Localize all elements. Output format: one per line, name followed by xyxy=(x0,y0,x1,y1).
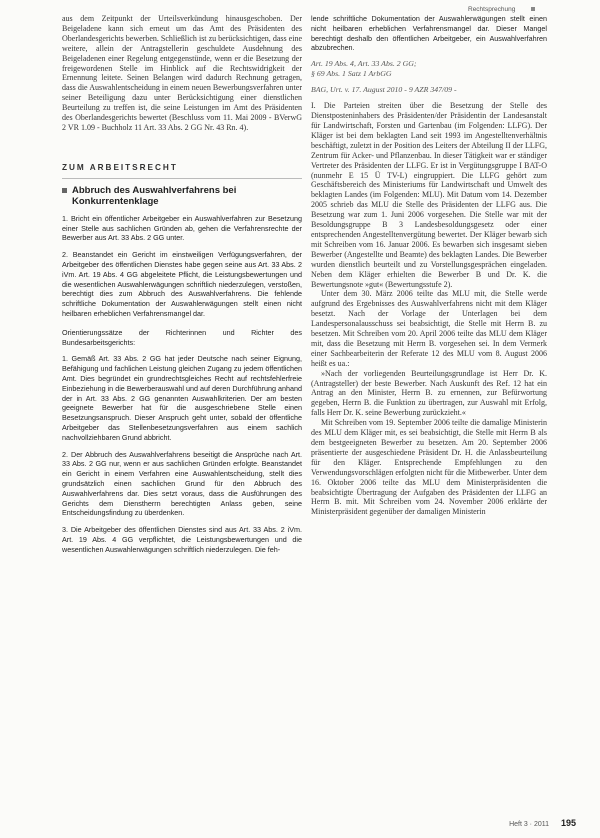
orientation-3: 3. Die Arbeitgeber des öffentlichen Dienstes sind aus Art. 33 Abs. 2 iVm. Art. 19 Abs. 4 GG verpflichtet, die Leistungsbewertungen und die wesentlichen Auswahlerwägungen schriftlich niederzulegen. Die feh- xyxy=(62,525,302,554)
leitsatz-2: 2. Beanstandet ein Gericht im einstweiligen Verfügungsverfahren, der Arbeitgeber des öffentlichen Dienstes habe gegen seine aus Art. 33 Abs. 2 iVm. Art. 19 Abs. 4 GG abgeleitete Pflicht, die Leistungsbewertungen und die wesentlichen Auswahlerwägungen schriftlich niederzulegen, verstoßen, berechtigt dies zum Abbruch des Auswahlverfahrens. Die fehlende schriftliche Dokumentation der Auswahlerwägungen stellt einen nicht heilbaren erheblichen Verfahrensmangel dar. xyxy=(62,250,302,319)
citation-norms-2: § 69 Abs. 1 Satz 1 ArbGG xyxy=(311,69,392,79)
issue-label: Heft 3 · 2011 xyxy=(509,821,550,828)
left-top-paragraph: aus dem Zeitpunkt der Urteilsverkündung hinausgeschoben. Der Beigeladene kann sich erneut um das Amt des Präsidenten des Oberlandesgerichts bewerben. Schließlich ist zu berücksichtigen, dass eine weitere, allein der Antragstellerin geschuldete Ausdehnung des Beigeladenen einer Regelung entgegenstünde, wenn er die Besetzung der freigewordenen Stelle im Hinblick auf die Rechtswidrigkeit der Ernennung leitete. Seinen Belangen wird dadurch Rechnung getragen, dass die Auswahlentscheidung in einem neuen Bewerbungsverfahren unter seiner Beteiligung dazu unter Berücksichtigung einer dienstlichen Beurteilung zu treffen ist, die seine Leistungen im Amt des Präsidenten des Oberlandesgerichts bewertet (Beschluss vom 11. Mai 2009 - BVerwG 2 VR 1.09 - Buchholz 11 Art. 33 Abs. 2 GG Nr. 43 Rn. 4). xyxy=(62,14,302,132)
section-heading: ZUM ARBEITSRECHT xyxy=(62,162,178,172)
left-column xyxy=(62,14,302,555)
header-label: Rechtsprechung xyxy=(468,6,516,13)
leitsatz-1: 1. Bricht ein öffentlicher Arbeitgeber ein Auswahlverfahren zur Besetzung einer Stelle aus sachlichen Gründen ab, gehen die Verfahrensrechte der Bewerber aus Art. 33 Abs. 2 GG unter. xyxy=(62,213,302,243)
orientation-1: 1. Gemäß Art. 33 Abs. 2 GG hat jeder Deutsche nach seiner Eignung, Befähigung und fachlichen Leistung gleichen Zugang zu jedem öffentlichen Amt. Dies begründet ein grundrechtsgleiches Recht auf rechtsfehlerfreie Einbeziehung in die Bewerberauswahl und auf deren Durchführung anhand der in Art. 33 Abs. 2 GG genannten Auswahlkriterien. Der am besten geeignete Bewerber hat für die ausgeschriebene Stelle einen Besetzungsanspruch. Dieser Anspruch geht unter, sobald der öffentliche Arbeitgeber das Stellenbesetzungsverfahren aus einem sachlich nachvollziehbaren Grund abbricht. xyxy=(62,354,302,442)
body-paragraph-3: Mit Schreiben vom 19. September 2006 teilte die damalige Ministerin des MLU dem Kläger mit, es sei beabsichtigt, die Stelle mit Herrn B als dem bestgeeigneten Bewerber zu besetzen. Am 20. September 2006 präsentierte der ausgeschiedene Präsident Dr. H. die Anlassbeurteilung für den Kläger. Entsprechende Empfehlungen zu den Verwendungsvorschlägen erfolgten nicht für die Mitbewerber. Unter dem 16. Oktober 2006 teilte das MLU dem Ministerpräsidenten die beabsichtigte Übertragung der Aufgaben des Präsidenten der LLFG an Herrn B. mit. Mit Schreiben vom 24. November 2006 erklärte der Ministerpräsident gegenüber der damaligen Ministerin xyxy=(311,418,547,517)
quote-paragraph: »Nach der vorliegenden Beurteilungsgrundlage ist Herr Dr. K. (Antragsteller) der beste Bewerber. Nach Auskunft des Ref. 12 hat ein Antrag an den Minister, Herrn B. zu ernennen, zur Befürwortung gegeben, Herrn B. die Funktion zu übertragen, zur Auswahl mit Erfolg, falls Herr Dr. K. seine Bewerbung zurückzieht.« xyxy=(311,368,547,418)
citation-norms-1: Art. 19 Abs. 4, Art. 33 Abs. 2 GG; xyxy=(311,59,417,69)
citation-judgment: BAG, Urt. v. 17. August 2010 - 9 AZR 347/09 - xyxy=(311,85,457,95)
body-paragraph-2: Unter dem 30. März 2006 teilte das MLU mit, die Stelle werde aufgrund des Ergebnisses des Auswahlverfahrens nicht mit dem Kläger besetzt. Nach der Vorlage der Unterlagen bei dem Landespersonalausschuss sei beabsichtigt, die Stelle mit Herrn B. zu besetzen. Mit Schreiben vom 20. April 2006 teilte das MLU dem Kläger mit, dass die Besetzung mit Herrn B. vorgesehen sei. In dem Vermerk einer Sachbearbeiterin der Referate 12 des MLU vom 8. August 2006 heißt es ua.: xyxy=(311,289,547,368)
section-divider xyxy=(62,178,302,179)
page-number: 195 xyxy=(560,818,576,828)
header-square-icon xyxy=(531,7,535,11)
article-title xyxy=(62,185,302,207)
article-title-text: Abbruch des Auswahlverfahrens bei Konkurrentenklage xyxy=(72,184,237,207)
orientation-2: 2. Der Abbruch des Auswahlverfahrens beseitigt die Ansprüche nach Art. 33 Abs. 2 GG nur, wenn er aus sachlichen Gründen erfolgte. Beanstandet ein Gericht in einem Verfahren eine Auswahlentscheidung, stellt dies grundsätzlich einen sachlichen Grund für den Abbruch des Auswahlverfahrens dar. Dies setzt voraus, dass die Ausführungen des Gerichts dem Dienstherrn berechtigten Anlass geben, seine Entscheidungsfindung zu überdenken. xyxy=(62,449,302,518)
orientation-heading: Orientierungssätze der Richterinnen und Richter des Bundesarbeitsgerichts: xyxy=(62,327,302,347)
title-bullet-icon xyxy=(62,188,67,193)
right-top-paragraph: lende schriftliche Dokumentation der Auswahlerwägungen stellt einen nicht heilbaren erheblichen Verfahrensmangel dar. Dieser Mangel berechtigt deshalb den öffentlichen Arbeitgeber, ein Auswahlverfahren abzubrechen. xyxy=(311,14,547,53)
body-paragraph-1: I. Die Parteien streiten über die Besetzung der Stelle des Dienstposteninhabers des Präsidenten/der Präsidentin der Landesanstalt für Landwirtschaft, Forsten und Gartenbau (im Folgenden: LLFG). Der Kläger ist bei dem beklagten Land seit 1993 im Angestelltenverhältnis beschäftigt, zuletzt in der Position des Leiters der Abteilung II der LLFG, Zentrum für Acker- und Pflanzenbau. In dieser Tätigkeit war er ständiger Vertreter des Präsidenten der LLFG. Er ist in Vergütungsgruppe I BAT-O (nunmehr E 15 Ü TV-L) eingruppiert. Die LLFG gehört zum Geschäftsbereich des Ministeriums für Landwirtschaft und Umwelt des beklagten Landes (im Folgenden: MLU). Mit Datum vom 14. Dezember 2005 schrieb das MLU die Stelle des Präsidenten der LLFG aus. Die Besetzung war zum 1. Juni 2006 vorgesehen. Die Stelle war mit der Besoldungsgruppe B 3 Landesbesoldungsgesetz oder einer entsprechenden Angestelltenvergütung bewertet. Der Kläger bewarb sich mit Schreiben vom 16. Januar 2006. Es bewarben sich insgesamt sieben Bewerber (Angestellte und Beamte) des beklagten Landes. Die Bewerber wurden dienstlich beurteilt und zu Vorstellungsgesprächen eingeladen. Neben dem Kläger erhielten die Bewerber B und Dr. K. die Bewertungsnote »gut« (Bewertungsstufe 2). xyxy=(311,101,547,289)
right-column xyxy=(311,14,547,517)
page-footer xyxy=(509,818,576,828)
running-header xyxy=(468,6,535,13)
